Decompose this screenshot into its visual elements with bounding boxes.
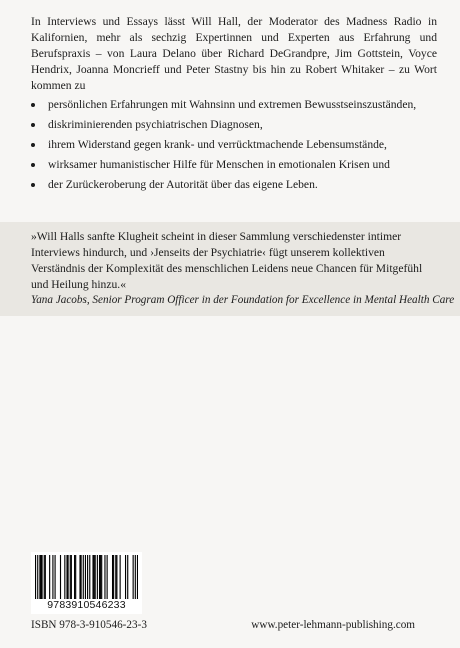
intro-paragraph: In Interviews und Essays lässt Will Hall, der Moderator des Madness Radio in Kalifornien, mehr als sechzig Expertinnen und Experten aus Erfahrung und Berufspraxis – von Laura Delano über Richard DeGrandpre, Jim Gottstein, Voyce Hendrix, Joanna Moncrieff und Peter Stastny bis hin zu Robert Whitaker – zu Wort kommen zu — [31, 15, 437, 92]
list-item — [31, 157, 439, 173]
barcode-bar — [68, 555, 69, 599]
barcode-bar — [39, 555, 40, 599]
barcode-bar — [64, 555, 65, 599]
barcode-bar — [99, 555, 100, 599]
barcode-bar — [104, 555, 105, 599]
list-item-text: wirksamer humanistischer Hilfe für Menschen in emotionalen Krisen und — [48, 158, 390, 171]
barcode-bar — [83, 555, 84, 599]
list-item — [31, 137, 439, 153]
barcode-bar — [135, 555, 136, 599]
barcode-bar — [115, 555, 116, 599]
barcode-bar — [70, 555, 71, 599]
barcode-bar — [112, 555, 113, 599]
barcode-bar — [75, 555, 76, 599]
blurb-attribution: Yana Jacobs, Senior Program Officer in der Foundation for Excellence in Mental Health Care — [31, 294, 455, 306]
barcode-bar — [113, 555, 114, 599]
barcode-bar — [55, 555, 56, 599]
barcode-bar — [125, 555, 126, 599]
barcode-bar — [107, 555, 108, 599]
barcode-bar — [45, 555, 46, 599]
barcode-bar — [120, 555, 121, 599]
bullet-icon — [31, 163, 35, 167]
list-item-text: der Zurückeroberung der Autorität über das eigene Leben. — [48, 178, 318, 191]
barcode-bar — [137, 555, 138, 599]
publisher-website: www.peter-lehmann-publishing.com — [251, 619, 415, 631]
barcode-bar — [94, 555, 95, 599]
bullet-icon — [31, 183, 35, 187]
list-item — [31, 117, 439, 133]
barcode-bar — [49, 555, 50, 599]
barcode-bar — [92, 555, 93, 599]
barcode-bar — [74, 555, 75, 599]
barcode-bar — [60, 555, 61, 599]
barcode-bar — [97, 555, 98, 599]
list-item — [31, 97, 439, 113]
list-item-text: diskriminierenden psychiatrischen Diagnosen, — [48, 118, 263, 131]
barcode-bar — [42, 555, 43, 599]
barcode-bar — [89, 555, 90, 599]
bullet-icon — [31, 143, 35, 147]
list-item — [31, 177, 439, 193]
barcode-bar — [71, 555, 72, 599]
barcode-bar — [127, 555, 128, 599]
bullet-icon — [31, 123, 35, 127]
barcode-bar — [66, 555, 67, 599]
blurb-quote: »Will Halls sanfte Klugheit scheint in dieser Sammlung verschiedenster intimer Interviews hindurch, und ›Jenseits der Psychiatrie‹ fügt unserem kollektiven Verständnis der Komplexität des menschlichen Leidens neue Chancen für Mitgefühl und Heilung hinzu.« — [31, 230, 423, 291]
barcode-bar — [40, 555, 41, 599]
barcode-digits: 9783910546233 — [47, 599, 126, 611]
barcode-bar — [87, 555, 88, 599]
bullet-icon — [31, 103, 35, 107]
barcode-bar — [52, 555, 53, 599]
barcode-bar — [81, 555, 82, 599]
list-item-text: ihrem Widerstand gegen krank- und verrücktmachende Lebensumstände, — [48, 138, 387, 151]
barcode-bar — [35, 555, 36, 599]
barcode-bar — [44, 555, 45, 599]
barcode-bar — [133, 555, 134, 599]
barcode-bar — [37, 555, 38, 599]
barcode-bar — [95, 555, 96, 599]
barcode-bar — [79, 555, 80, 599]
barcode — [31, 552, 142, 614]
barcode-bar — [85, 555, 86, 599]
barcode-bar — [100, 555, 101, 599]
topic-list — [31, 97, 439, 197]
isbn-number: ISBN 978-3-910546-23-3 — [31, 619, 147, 631]
barcode-bar — [116, 555, 117, 599]
barcode-bars — [35, 555, 138, 599]
barcode-bar — [101, 555, 102, 599]
list-item-text: persönlichen Erfahrungen mit Wahnsinn und extremen Bewusstseinszuständen, — [48, 98, 417, 111]
